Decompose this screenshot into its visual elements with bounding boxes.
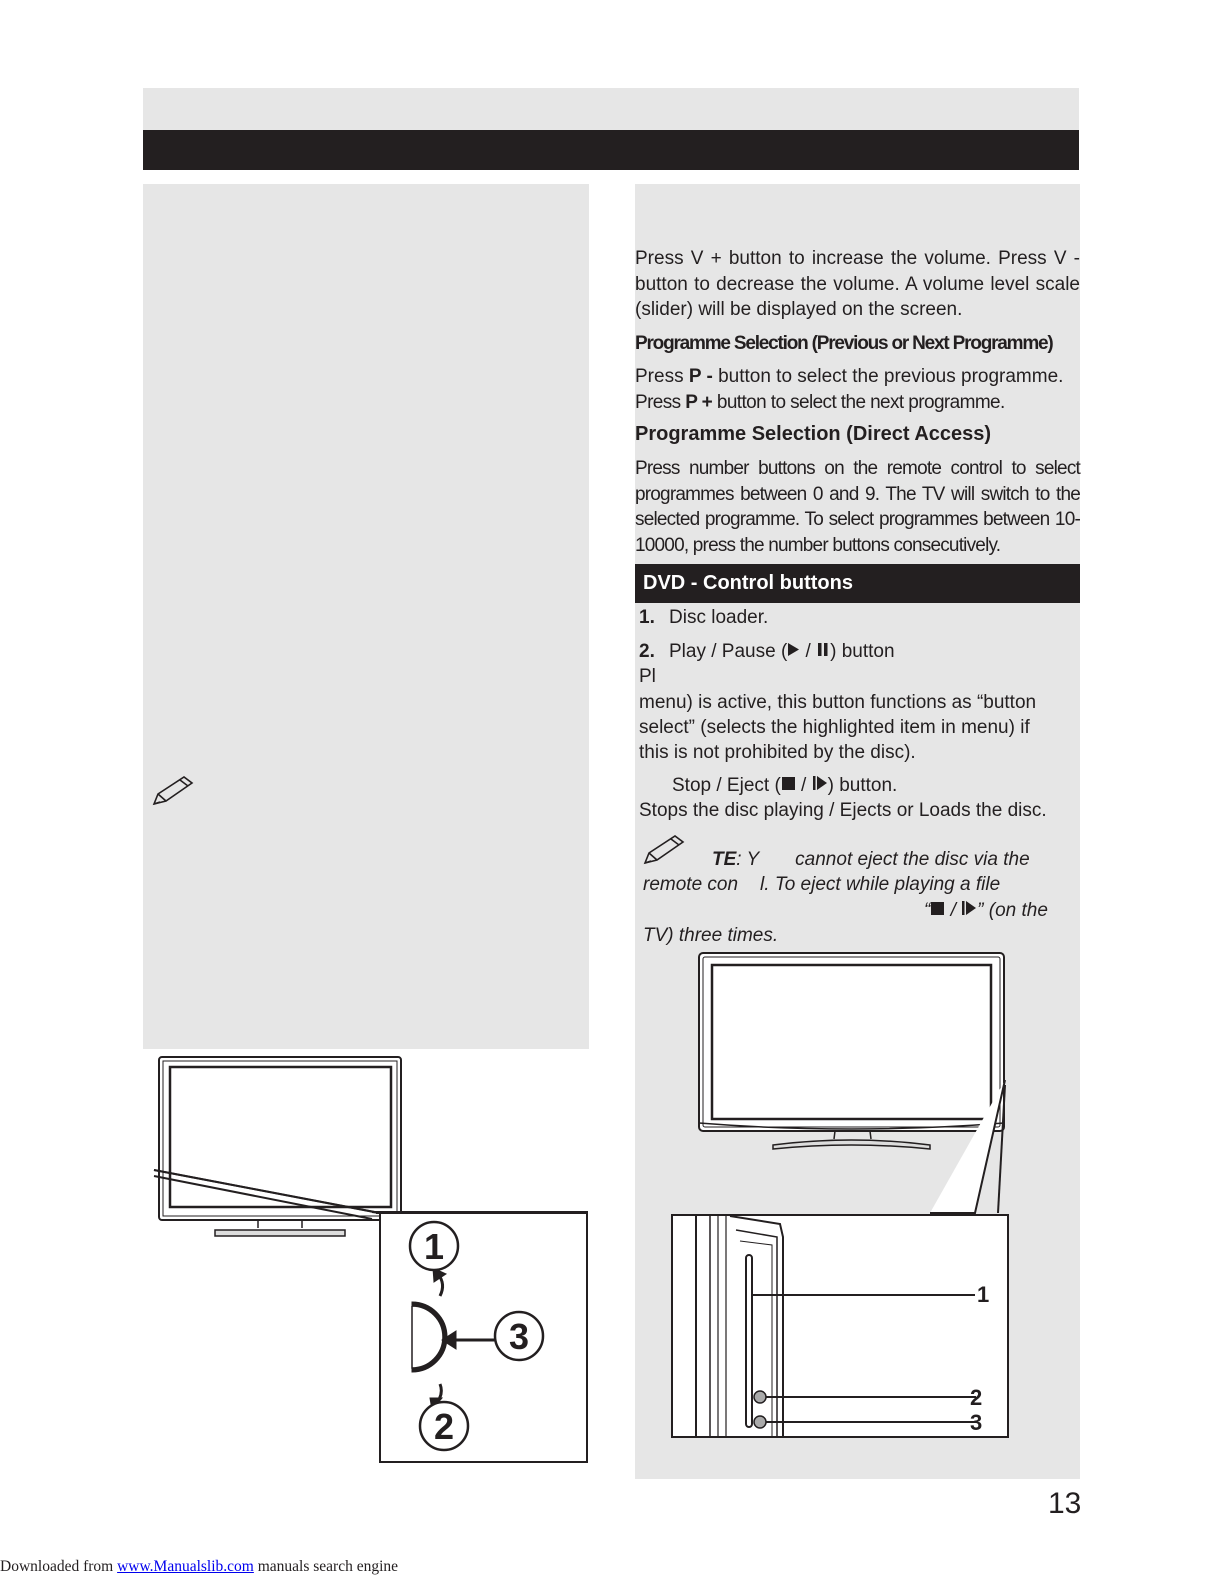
key-p-minus: P - — [688, 366, 713, 387]
stop-icon — [930, 901, 945, 916]
dvd-item-2-line: this is not prohibited by the disc). — [639, 742, 916, 763]
page-number: 13 — [1048, 1487, 1082, 1520]
dvd-control-heading: DVD - Control buttons — [643, 572, 853, 594]
note-text: : Y — [736, 849, 760, 870]
note-label: TE — [712, 849, 737, 870]
callout-label-3: 3 — [508, 1316, 530, 1357]
callout-label-2: 2 — [970, 1385, 983, 1410]
tv-control-switch-illustration — [150, 1052, 595, 1482]
note-text: ” (on the — [977, 900, 1048, 921]
eject-icon — [961, 900, 977, 916]
section-title-bar — [143, 130, 1079, 170]
eject-icon — [812, 775, 828, 791]
item-text: ) button — [830, 641, 895, 662]
note-line-3 — [924, 900, 1048, 922]
separator: / — [795, 775, 812, 796]
text-press: Press — [635, 366, 684, 387]
dvd-control-heading-bar — [635, 564, 1080, 603]
note-text: cannot eject the disc via the — [795, 849, 1030, 870]
footer-suffix: manuals search engine — [253, 1558, 399, 1575]
note-line-1 — [712, 849, 1030, 871]
separator: / — [800, 641, 817, 662]
text-press: Press — [635, 391, 681, 413]
pencil-note-icon — [641, 833, 687, 867]
callout-label-2: 2 — [433, 1406, 455, 1447]
note-line-2 — [643, 874, 1000, 896]
play-icon — [787, 642, 800, 657]
item-text: Play / Pause ( — [669, 641, 788, 662]
stop-icon — [781, 776, 796, 791]
callout-label-1: 1 — [977, 1282, 990, 1307]
item-text: ) button. — [827, 775, 898, 796]
item-text: Stop / Eject ( — [672, 775, 781, 796]
left-column-panel — [143, 184, 589, 1049]
item-number: 1. — [639, 607, 655, 628]
dvd-item-1 — [639, 607, 768, 629]
separator: / — [945, 900, 962, 921]
dvd-item-2-line: select” (selects the highlighted item in menu) if — [639, 717, 1030, 738]
volume-paragraph: Press V + button to increase the volume. Press V - button to decrease the volume. A volume level scale (slider) will be displayed on the screen. — [635, 248, 1080, 320]
footer-link[interactable]: www.Manualslib.com — [117, 1558, 254, 1575]
callout-label-3: 3 — [970, 1410, 983, 1435]
note-line-4: TV) three times. — [643, 925, 779, 946]
text-next: button to select the next programme. — [716, 391, 1005, 413]
pencil-note-icon — [150, 774, 196, 808]
programme-prev-next-heading: Programme Selection (Previous or Next Programme) — [635, 333, 1053, 354]
note-text: l. To eject while playing a file — [760, 874, 1001, 895]
footer-prefix: Downloaded from — [0, 1558, 118, 1575]
text-previous: button to select the previous programme. — [718, 366, 1064, 387]
footer — [0, 1558, 398, 1576]
dvd-item-2 — [639, 641, 895, 663]
tv-dvd-side-illustration — [640, 945, 1080, 1470]
programme-direct-paragraph: Press number buttons on the remote control to select programmes between 0 and 9. The TV will switch to the selected programme. To select programmes between 10-10000, press the number buttons consecutively. — [635, 458, 1080, 556]
programme-prev-next-paragraph — [635, 364, 1080, 415]
note-text: remote con — [643, 874, 739, 895]
dvd-item-3-line: Stops the disc playing / Ejects or Loads the disc. — [639, 800, 1047, 821]
dvd-item-3 — [672, 775, 897, 797]
item-number: 2. — [639, 641, 655, 662]
header-band — [143, 88, 1079, 130]
callout-label-1: 1 — [423, 1226, 445, 1267]
note-text: “ — [924, 900, 931, 921]
key-p-plus: P + — [685, 391, 713, 413]
programme-direct-heading: Programme Selection (Direct Access) — [635, 423, 992, 445]
item-text: Disc loader. — [669, 607, 769, 628]
pause-icon — [816, 642, 830, 657]
dvd-item-2-fragment: Pl — [639, 666, 656, 687]
dvd-item-2-line: menu) is active, this button functions as “button — [639, 692, 1037, 713]
